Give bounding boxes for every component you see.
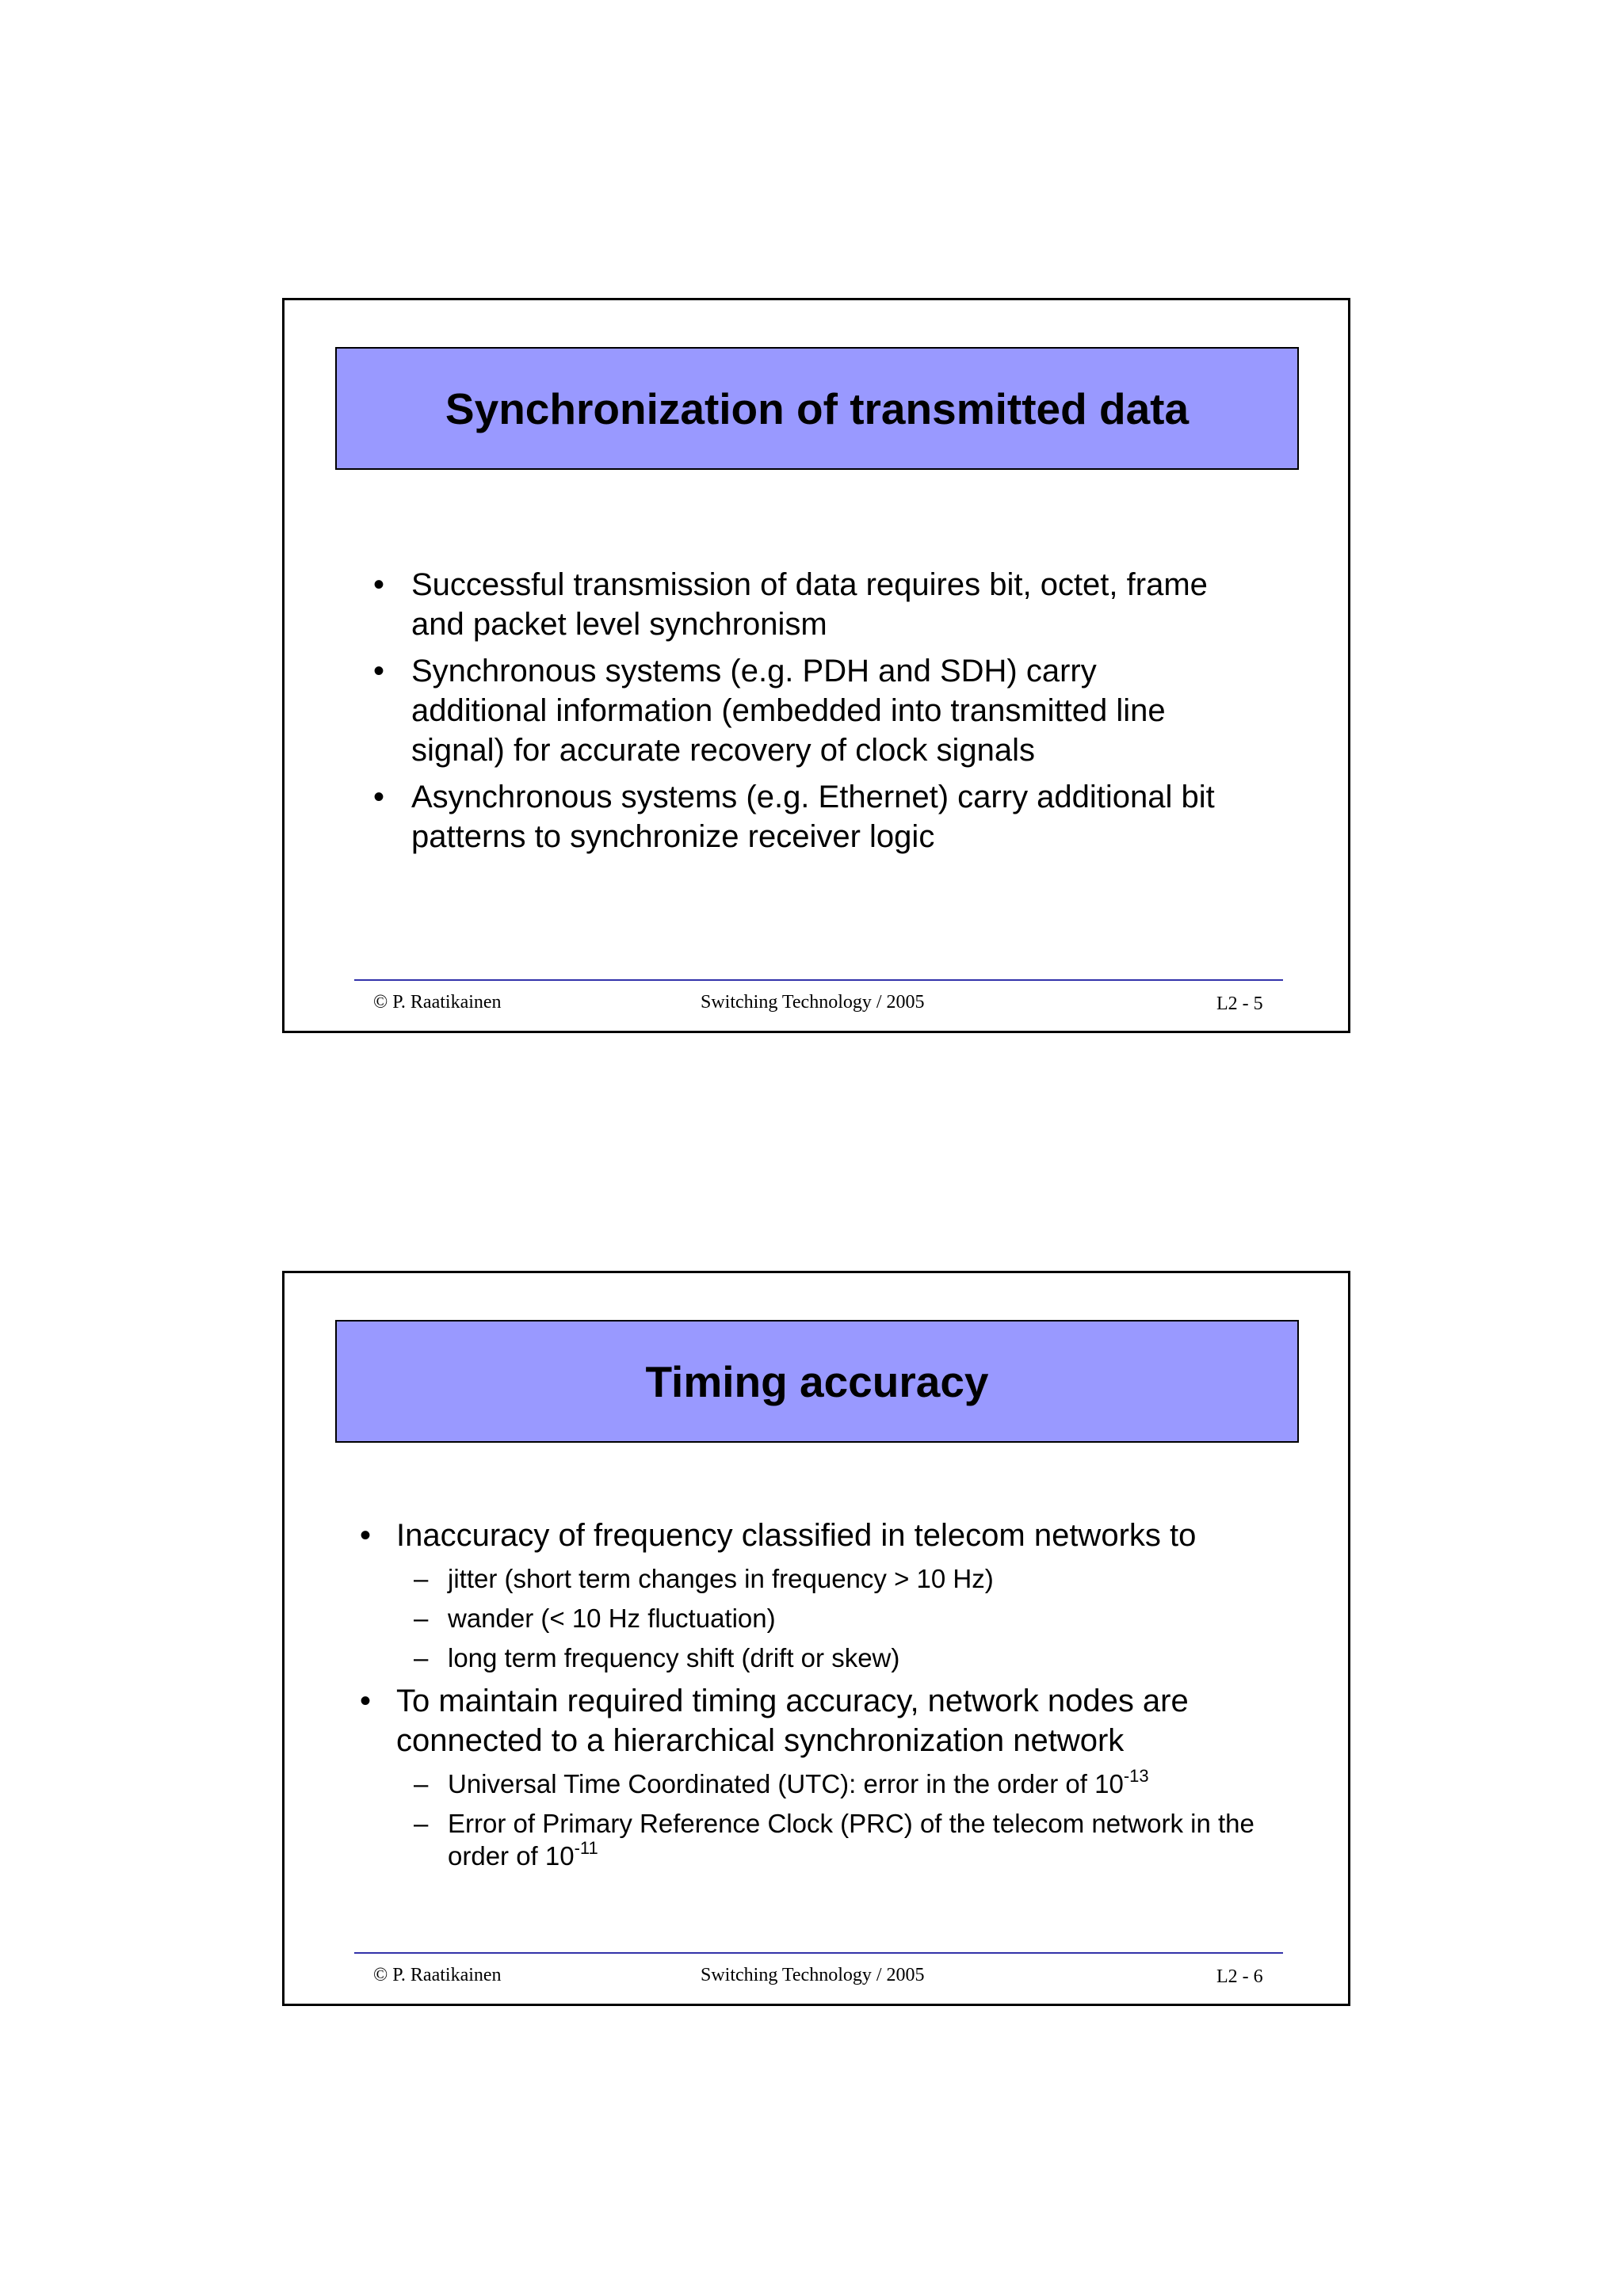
footer-copyright: © P. Raatikainen (373, 1965, 502, 1985)
footer-divider (354, 979, 1283, 981)
slide-title: Synchronization of transmitted data (445, 383, 1190, 433)
slide-title-box (335, 1320, 1299, 1443)
slide-title: Timing accuracy (645, 1356, 989, 1406)
bullet-marker: • (373, 780, 385, 814)
slide-frame (282, 298, 1350, 1033)
bullet-item (285, 651, 1353, 770)
slide-frame (282, 1271, 1350, 2006)
dash-marker: – (414, 1769, 429, 1798)
sub-bullet-item (285, 1562, 1353, 1595)
sub-bullet-text: Universal Time Coordinated (UTC): error in the order of 10 (448, 1769, 1124, 1798)
bullet-item (285, 565, 1353, 644)
bullet-line: connected to a hierarchical synchronization network (396, 1723, 1125, 1758)
footer-course: Switching Technology / 2005 (701, 992, 925, 1013)
bullet-line: Synchronous systems (e.g. PDH and SDH) carry (411, 654, 1097, 688)
sub-bullet-item (285, 1768, 1353, 1800)
bullet-line: Successful transmission of data requires bit, octet, frame (411, 567, 1208, 602)
slide-body (285, 1516, 1353, 1879)
bullet-marker: • (360, 1518, 372, 1553)
sub-bullet-item (285, 1807, 1353, 1872)
slide-body (285, 565, 1353, 864)
footer-page-number: L2 - 5 (1216, 994, 1263, 1014)
dash-marker: – (414, 1809, 429, 1838)
bullet-item (285, 777, 1353, 856)
bullet-item (285, 1681, 1353, 1760)
exponent: -13 (1123, 1766, 1149, 1786)
footer-copyright: © P. Raatikainen (373, 992, 502, 1013)
sub-bullet-text: order of 10 (448, 1841, 575, 1871)
bullet-marker: • (360, 1684, 372, 1718)
sub-bullet-line: wander (< 10 Hz fluctuation) (448, 1604, 776, 1633)
sub-bullet-line: Error of Primary Reference Clock (PRC) of the telecom network in the (448, 1809, 1254, 1838)
footer-divider (354, 1952, 1283, 1954)
bullet-marker: • (373, 567, 385, 602)
bullet-line: additional information (embedded into transmitted line (411, 693, 1166, 728)
sub-bullet-line: long term frequency shift (drift or skew) (448, 1643, 900, 1672)
slide-title-box (335, 347, 1299, 470)
dash-marker: – (414, 1564, 429, 1593)
sub-bullet-line: jitter (short term changes in frequency > 10 Hz) (448, 1564, 994, 1593)
footer-course: Switching Technology / 2005 (701, 1965, 925, 1985)
bullet-line: To maintain required timing accuracy, network nodes are (396, 1684, 1189, 1718)
footer-page-number: L2 - 6 (1216, 1966, 1263, 1987)
sub-bullet-item (285, 1642, 1353, 1674)
sub-bullet-item (285, 1602, 1353, 1634)
bullet-line: signal) for accurate recovery of clock signals (411, 733, 1035, 768)
bullet-marker: • (373, 654, 385, 688)
bullet-line: Inaccuracy of frequency classified in telecom networks to (396, 1518, 1197, 1553)
bullet-line: patterns to synchronize receiver logic (411, 819, 935, 854)
sub-bullet-line (448, 1768, 1353, 1800)
exponent: -11 (574, 1838, 598, 1858)
bullet-item (285, 1516, 1353, 1555)
bullet-line: Asynchronous systems (e.g. Ethernet) carry additional bit (411, 780, 1215, 814)
dash-marker: – (414, 1643, 429, 1672)
dash-marker: – (414, 1604, 429, 1633)
sub-bullet-line (448, 1840, 1353, 1872)
bullet-line: and packet level synchronism (411, 607, 827, 642)
